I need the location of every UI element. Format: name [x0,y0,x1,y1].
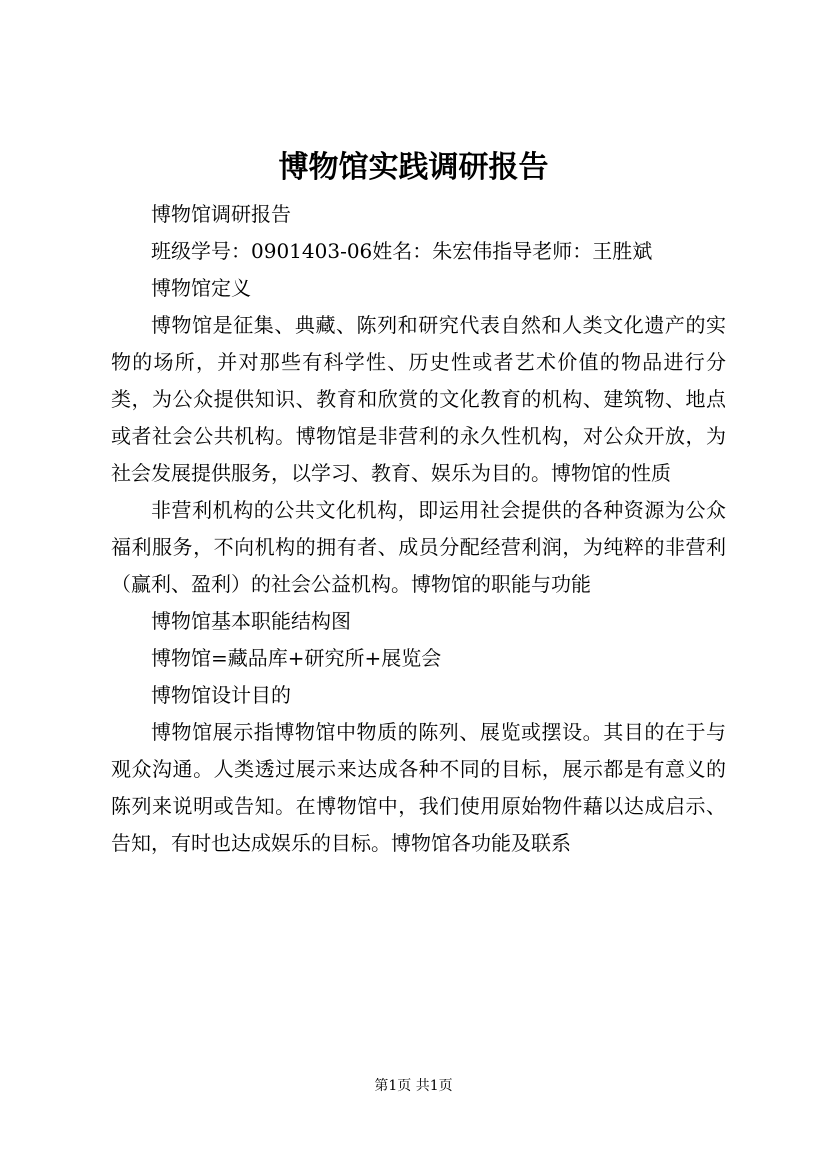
paragraph-purpose: 博物馆展示指博物馆中物质的陈列、展览或摆设。其目的在于与观众沟通。人类透过展示来达成各种不同的目标，展示都是有意义的陈列来说明或告知。在博物馆中，我们使用原始物件藉以达成启示、告知，有时也达成娱乐的目标。博物馆各功能及联系 [111,720,726,855]
paragraph-structure-heading: 博物馆基本职能结构图 [151,609,351,633]
paragraph-nature: 非营利机构的公共文化机构，即运用社会提供的各种资源为公众福利服务，不向机构的拥有者、成员分配经营利润，为纯粹的非营利（赢利、盈利）的社会公益机构。博物馆的职能与功能 [111,498,726,596]
paragraph-purpose-heading: 博物馆设计目的 [151,683,291,707]
paragraph-report-heading: 博物馆调研报告 [151,202,291,226]
paragraph-definition-heading: 博物馆定义 [151,276,251,300]
document-title: 博物馆实践调研报告 [278,150,549,185]
page-footer: 第1页 共1页 [374,1078,453,1094]
paragraph-student-info: 班级学号：0901403-06姓名：朱宏伟指导老师：王胜斌 [151,239,653,263]
paragraph-definition: 博物馆是征集、典藏、陈列和研究代表自然和人类文化遗产的实物的场所，并对那些有科学性、历史性或者艺术价值的物品进行分类，为公众提供知识、教育和欣赏的文化教育的机构、建筑物、地点或者社会公共机构。博物馆是非营利的永久性机构，对公众开放，为社会发展提供服务，以学习、教育、娱乐为目的。博物馆的性质 [111,313,726,485]
document-body [111,196,726,862]
paragraph-structure-formula: 博物馆=藏品库+研究所+展览会 [151,646,442,670]
